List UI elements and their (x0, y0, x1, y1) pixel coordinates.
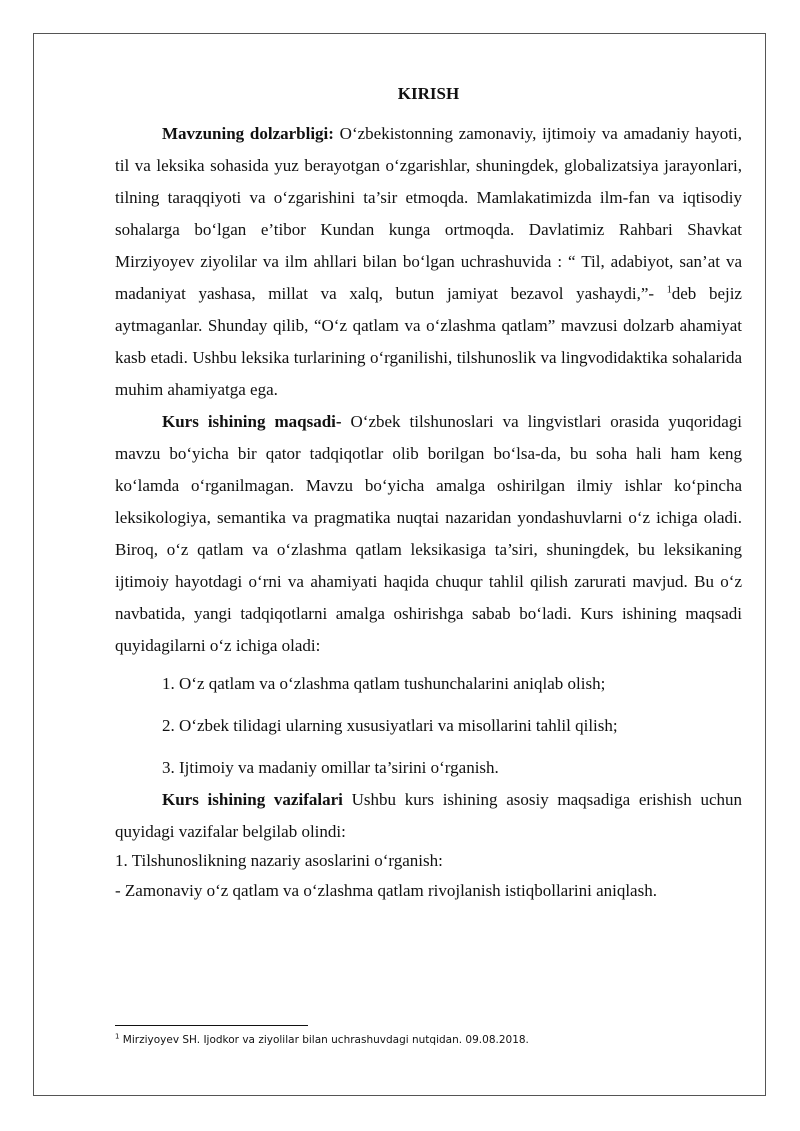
footnote (115, 1034, 742, 1046)
tasks-text: Ushbu kurs ishining asosiy maqsadiga erishish uchun quyidagi vazifalar belgilab olindi: (115, 790, 742, 841)
paragraph-tasks (115, 784, 742, 848)
footnote-reference[interactable]: 1 (666, 284, 672, 296)
footnote-mark: 1 (115, 1032, 120, 1041)
goal-heading: Kurs ishining maqsadi- (162, 412, 342, 431)
goals-list (115, 668, 742, 784)
relevance-text-a: O‘zbekistonning zamonaviy, ijtimoiy va amadaniy hayoti, til va leksika sohasida yuz berayotgan o‘zgarishlar, shuningdek, globalizatsiya jarayonlari, tilning taraqqiyoti va o‘zgarishini ta’sir etmoqda. Mamlakatimizda ilm-fan va iqtisodiy sohalarga bo‘lgan e’tibor Kundan kunga ortmoqda. Davlatimiz Rahbari Shavkat Mirziyoyev ziyolilar va ilm ahllari bilan bo‘lgan uchrashuvida : “ Til, adabiyot, san’at va madaniyat yashasa, millat va xalq, butun jamiyat bezavol yashaydi,”- (115, 124, 742, 303)
list-item: 3. Ijtimoiy va madaniy omillar ta’sirini o‘rganish. (162, 758, 499, 777)
goal-text: O‘zbek tilshunoslari va lingvistlari orasida yuqoridagi mavzu bo‘yicha bir qator tadqiqotlar olib borilgan bo‘lsa-da, bu soha hali ham keng ko‘lamda o‘rganilmagan. Mavzu bo‘yicha amalga oshirilgan ilmiy ishlar ko‘pincha leksikologiya, semantika va pragmatika nuqtai nazaridan yondashuvlarni o‘z ichiga oladi. Biroq, o‘z qatlam va o‘zlashma qatlam leksikasiga ta’siri, shuningdek, bu leksikaning ijtimoiy hayotdagi o‘rni va ahamiyati haqida chuqur tahlil qilish zarurati mavjud. Bu o‘z navbatida, yangi tadqiqotlarni amalga oshirishga sabab bo‘ladi. Kurs ishining maqsadi quyidagilarni o‘z ichiga oladi: (115, 412, 742, 655)
footnote-text: Mirziyoyev SH. Ijodkor va ziyolilar bilan uchrashuvdagi nutqidan. 09.08.2018. (119, 1034, 529, 1046)
tasks-heading: Kurs ishining vazifalari (162, 790, 343, 809)
task-item-1: 1. Tilshunoslikning nazariy asoslarini o‘rganish: (115, 851, 443, 870)
relevance-heading: Mavzuning dolzarbligi: (162, 124, 334, 143)
document-body (115, 78, 742, 904)
list-item: 2. O‘zbek tilidagi ularning xususiyatlari va misollarini tahlil qilish; (162, 716, 618, 735)
paragraph-goal (115, 406, 742, 662)
relevance-text-b: deb bejiz aytmaganlar. Shunday qilib, “O‘z qatlam va o‘zlashma qatlam” mavzusi dolzarb ahamiyat kasb etadi. Ushbu leksika turlarining o‘rganilishi, tilshunoslik va lingvodidaktika sohalarida muhim ahamiyatga ega. (115, 284, 742, 399)
task-item-2: - Zamonaviy o‘z qatlam va o‘zlashma qatlam rivojlanish istiqbollarini aniqlash. (115, 881, 657, 900)
page-title: KIRISH (397, 84, 460, 103)
paragraph-relevance (115, 118, 742, 406)
footnote-separator (115, 1025, 308, 1026)
list-item: 1. O‘z qatlam va o‘zlashma qatlam tushunchalarini aniqlab olish; (162, 674, 606, 693)
